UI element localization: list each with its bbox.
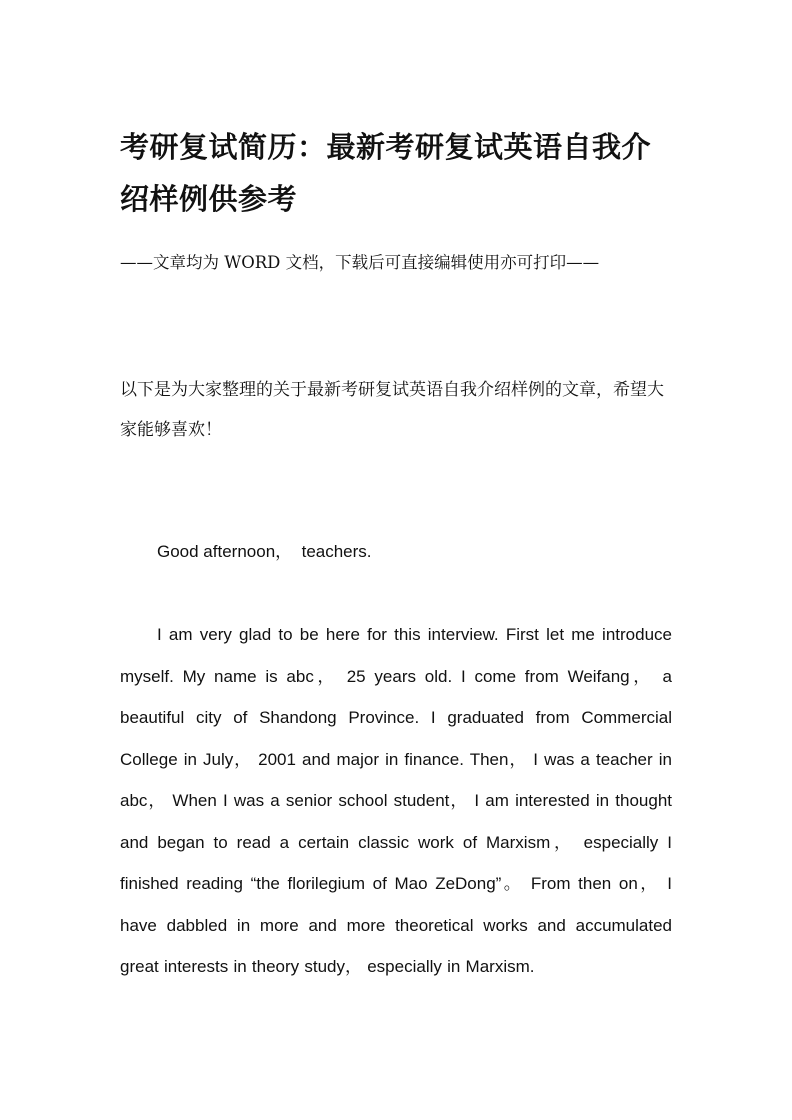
document-title: 考研复试简历：最新考研复试英语自我介绍样例供参考 [120, 130, 652, 216]
greeting-line: Good afternoon， teachers. [157, 542, 372, 561]
document-subtitle: ——文章均为 WORD 文档，下载后可直接编辑使用亦可打印—— [120, 253, 600, 272]
intro-paragraph: 以下是为大家整理的关于最新考研复试英语自我介绍样例的文章，希望大家能够喜欢！ [120, 380, 664, 440]
body-paragraph: I am very glad to be here for this interview. First let me introduce myself. My name is abc， 25 years old. I come from Weifang， a beautiful city of Shandong Province. I graduated from Commercial College in July， 2001 and major in finance. Then， I was a teacher in abc， When I was a senior school student， I am interested in thought and began to read a certain classic work of Marxism， especially I finished reading “the florilegium of Mao ZeDong”。 From then on， I have dabbled in more and more theoretical works and accumulated great interests in theory study， especially in Marxism. [120, 625, 672, 976]
